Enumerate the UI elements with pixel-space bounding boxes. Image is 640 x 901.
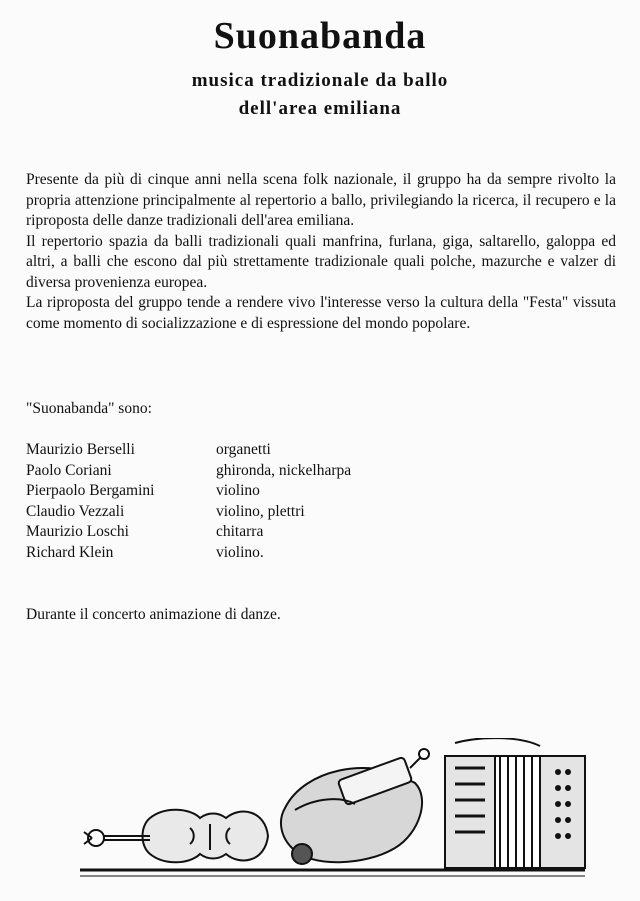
member-row (26, 440, 426, 461)
member-name: Pierpaolo Bergamini (26, 482, 155, 499)
member-name: Maurizio Loschi (26, 523, 129, 540)
violin-drawing (84, 810, 268, 863)
member-instrument: ghironda, nickelharpa (216, 461, 352, 479)
shelf (80, 870, 585, 876)
member-instrument: violino. (216, 543, 264, 561)
member-row (26, 522, 426, 543)
paragraph: Il repertorio spazia da balli tradizionali quali manfrina, furlana, giga, saltarello, galoppa ed altri, a balli che escono dal più strettamente tradizionale quali polche, mazurche e valzer di diversa provenienza europea. (26, 232, 616, 291)
member-instrument: organetti (216, 441, 271, 458)
member-instrument: chitarra (216, 523, 264, 540)
member-row (26, 543, 426, 564)
description (26, 170, 616, 334)
member-row (26, 461, 426, 482)
closing-note: Durante il concerto animazione di danze. (26, 606, 281, 623)
member-name: Paolo Coriani (26, 461, 112, 479)
member-row (26, 481, 426, 502)
paragraph: La riproposta del gruppo tende a rendere vivo l'interesse verso la cultura della "Festa" vissuta come momento di socializzazione e di espressione del mondo popolare. (26, 294, 616, 332)
accordion-drawing (445, 738, 585, 868)
member-row (26, 502, 426, 523)
page-title: Suonabanda (213, 15, 427, 57)
member-name: Richard Klein (26, 543, 114, 561)
member-instrument: violino, plettri (216, 502, 305, 520)
members-list (26, 440, 426, 563)
hurdy-gurdy-drawing (281, 749, 429, 864)
member-name: Maurizio Berselli (26, 441, 135, 458)
member-instrument: violino (216, 482, 260, 499)
member-name: Claudio Vezzali (26, 502, 125, 520)
paragraph: Presente da più di cinque anni nella scena folk nazionale, il gruppo ha da sempre rivolto la propria attenzione principalmente al repertorio a ballo, privilegiando la ricerca, il recupero e la riproposta delle danze tradizionali dell'area emiliana. (26, 171, 616, 229)
members-heading: "Suonabanda" sono: (26, 400, 152, 417)
subtitle-line-1: musica tradizionale da ballo (191, 70, 449, 91)
subtitle-line-2: dell'area emiliana (238, 98, 402, 119)
instruments-illustration (70, 738, 590, 888)
